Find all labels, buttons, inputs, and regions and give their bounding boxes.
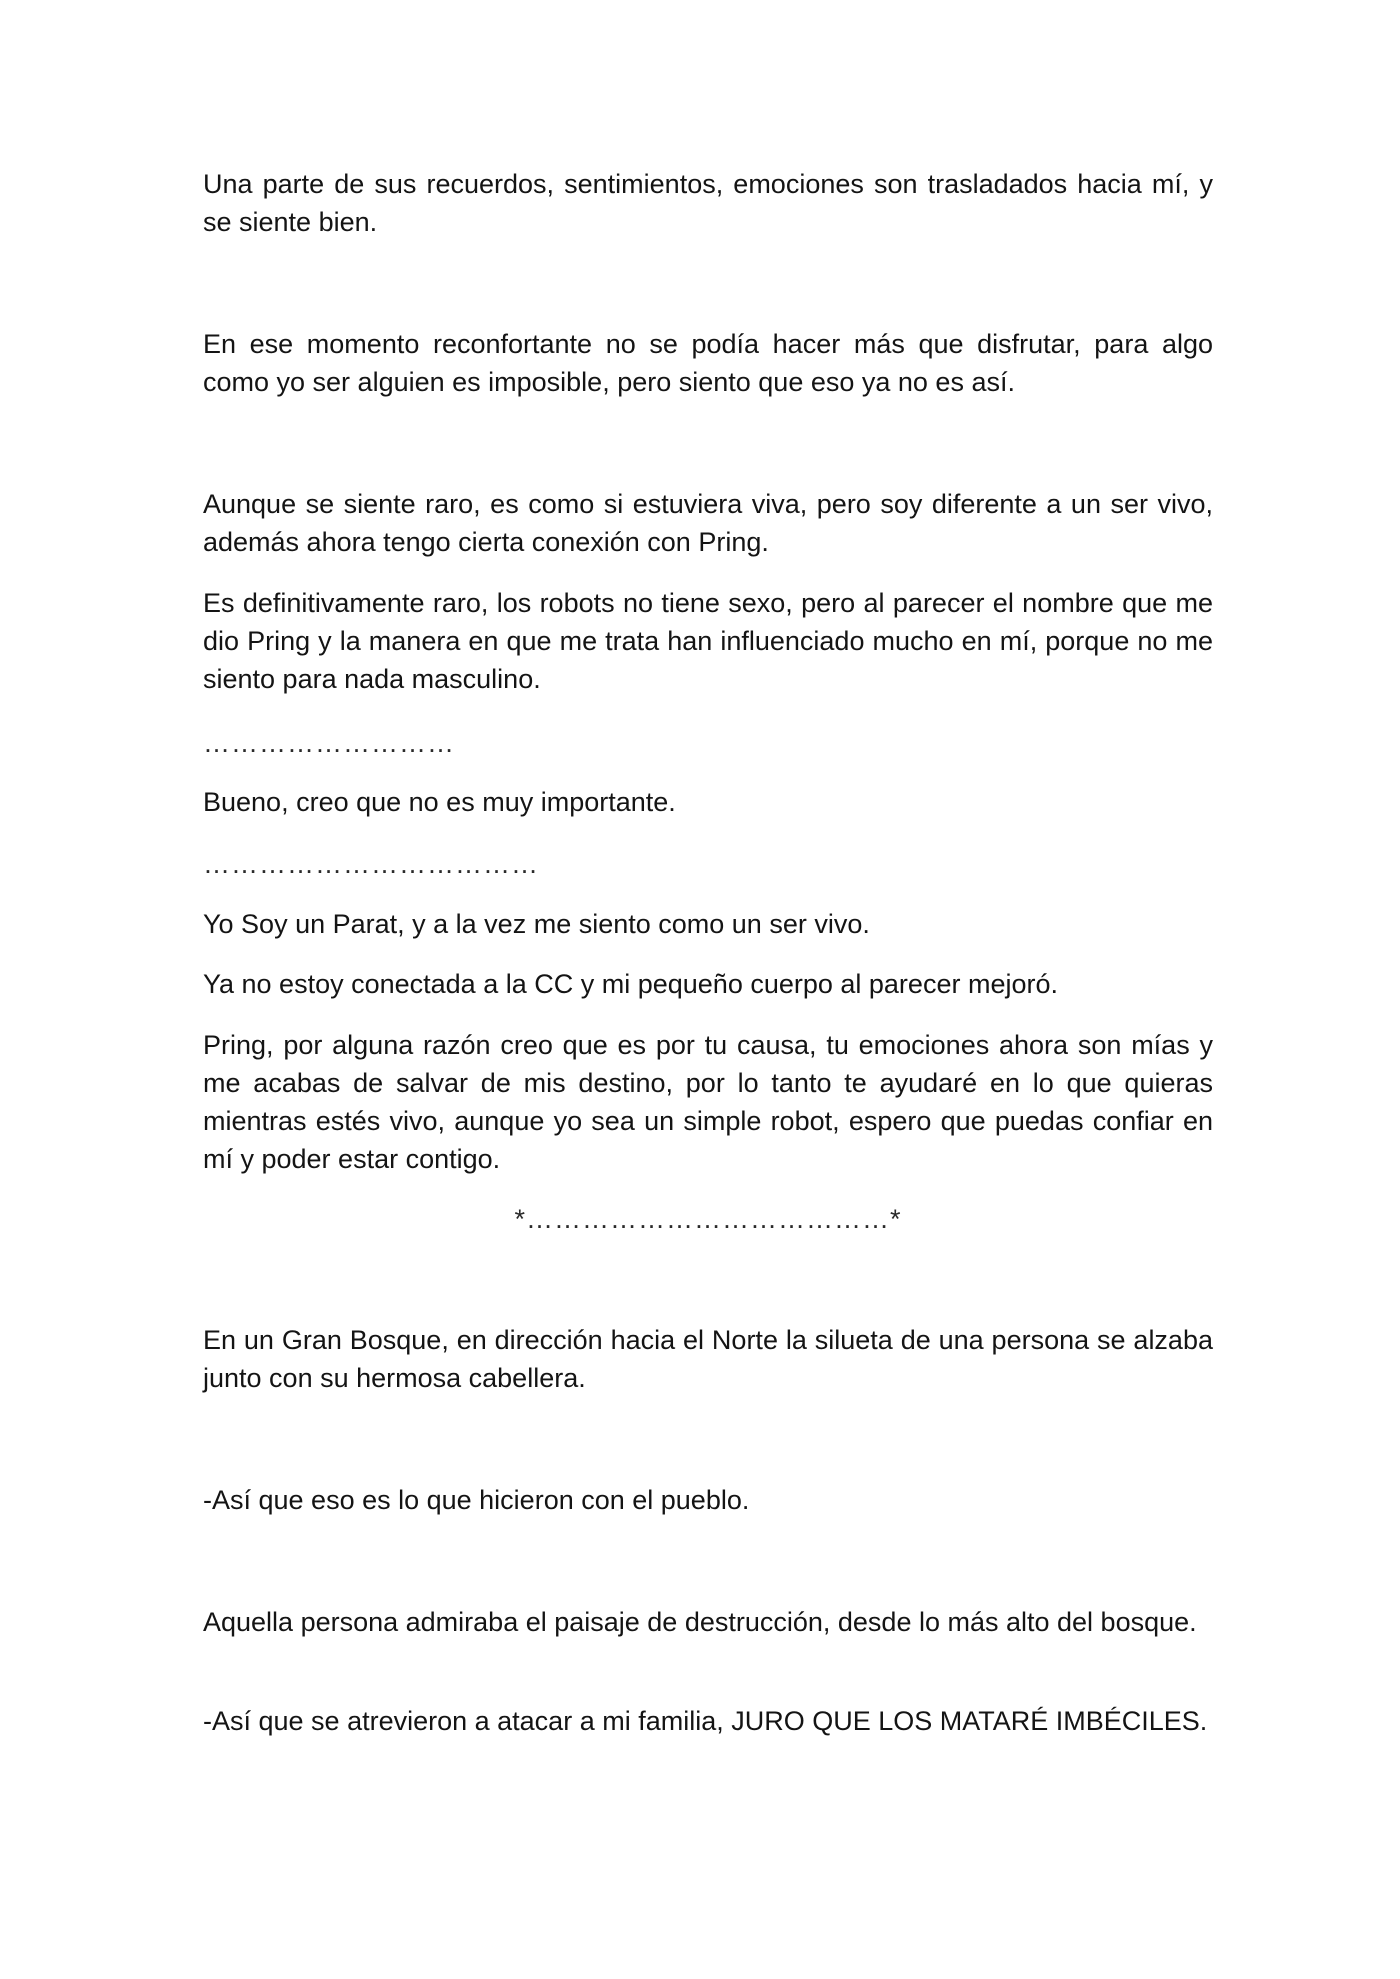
paragraph-comforting-moment: En ese momento reconfortante no se podía hacer más que disfrutar, para algo como yo ser alguien es imposible, pero siento que eso ya no es así. [203,329,1213,397]
paragraph-feels-alive: Aunque se siente raro, es como si estuviera viva, pero soy diferente a un ser vivo, además ahora tengo cierta conexión con Pring. [203,489,1213,557]
scene-break: *…………………………………* [514,1204,902,1234]
paragraph-pring-promise: Pring, por alguna razón creo que es por tu causa, tu emociones ahora son mías y me acabas de salvar de mis destino, por lo tanto te ayudaré en lo que quieras mientras estés vivo, aunque yo sea un simple robot, espero que puedas confiar en mí y poder estar contigo. [203,1030,1213,1174]
paragraph-great-forest: En un Gran Bosque, en dirección hacia el Norte la silueta de una persona se alzaba junto con su hermosa cabellera. [203,1325,1213,1393]
paragraph-destruction-landscape: Aquella persona admiraba el paisaje de destrucción, desde lo más alto del bosque. [203,1607,1197,1637]
paragraph-memories: Una parte de sus recuerdos, sentimientos, emociones son trasladados hacia mí, y se siente bien. [203,169,1213,237]
ellipsis-separator-2: ……………………………… [203,849,539,879]
ellipsis-separator-1: ……………………… [203,728,455,758]
dialogue-village: -Así que eso es lo que hicieron con el pueblo. [203,1485,750,1515]
paragraph-robots-no-sex: Es definitivamente raro, los robots no tiene sexo, pero al parecer el nombre que me dio Pring y la manera en que me trata han influenciado mucho en mí, porque no me siento para nada masculino. [203,588,1213,694]
dialogue-oath: -Así que se atrevieron a atacar a mi familia, JURO QUE LOS MATARÉ IMBÉCILES. [203,1706,1208,1736]
paragraph-not-connected: Ya no estoy conectada a la CC y mi pequeño cuerpo al parecer mejoró. [203,969,1058,999]
paragraph-not-important: Bueno, creo que no es muy importante. [203,787,676,817]
paragraph-i-am-parat: Yo Soy un Parat, y a la vez me siento como un ser vivo. [203,909,870,939]
